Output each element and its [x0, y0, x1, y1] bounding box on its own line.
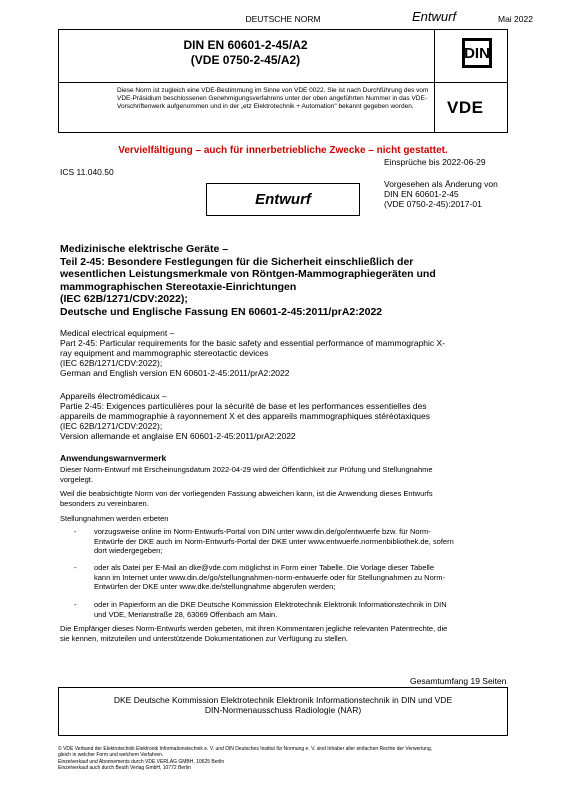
bullet-dash: - — [74, 600, 77, 609]
bullet-line: Entwürfe der DKE auch im Norm-Entwurfs-Portal der DKE unter www.entwuerfe.normenbibliothek.de, sofern — [94, 536, 454, 546]
objections-deadline: Einsprüche bis 2022-06-29 — [384, 157, 486, 167]
title-line: Medical electrical equipment – — [60, 328, 175, 338]
title-line: (IEC 62B/1271/CDV:2022); — [60, 421, 163, 431]
standard-number: DIN EN 60601-2-45/A2 — [183, 38, 308, 52]
bullet-line: und VDE, Merianstraße 28, 63069 Offenbach am Main. — [94, 609, 278, 619]
bullet-line: vorzugsweise online im Norm-Entwurfs-Portal von DIN unter www.din.de/go/entwuerfe bzw. für Norm- — [94, 527, 431, 536]
bullet-line: kann im Internet unter www.din.de/go/stellungnahmen-norm-entwuerfe oder für Stellungnahmen zu Norm- — [94, 572, 446, 582]
paragraph-line: Weil die beabsichtigte Norm von der vorliegenden Fassung abweichen kann, ist die Anwendung dieses Entwurfs — [60, 489, 433, 498]
title-line: (IEC 62B/1271/CDV:2022); — [60, 293, 188, 305]
committee-line: DIN-Normenausschuss Radiologie (NAR) — [204, 705, 362, 715]
title-line: Medizinische elektrische Geräte – — [60, 243, 229, 255]
title-english — [60, 328, 520, 378]
paragraph-line: Die Empfänger dieses Norm-Entwurfs werden gebeten, mit ihren Kommentaren jegliche relevanten Patentrechte, die — [60, 624, 448, 633]
standard-designation — [58, 38, 433, 68]
title-line: German and English version EN 60601-2-45:2011/prA2:2022 — [60, 368, 290, 378]
warning-paragraph — [60, 465, 520, 484]
title-line: wesentlichen Leistungsmerkmale von Röntgen-Mammographiegeräten und — [60, 268, 436, 280]
copyright-line: gleich in welcher Form und welchem Verfahren. — [58, 752, 164, 759]
copyright-notice — [58, 746, 558, 771]
bullet-dash: - — [74, 527, 77, 536]
title-german — [60, 243, 510, 318]
bullet-line: Entwürfen der DKE unter www.dke.de/stellungnahme abgerufen werden; — [94, 582, 336, 591]
bullet-dash: - — [74, 563, 77, 572]
norm-type-label: DEUTSCHE NORM — [245, 14, 321, 24]
title-french — [60, 391, 520, 441]
copyright-line: Einzelverkauf und Abonnements durch VDE VERLAG GMBH, 10625 Berlin — [58, 758, 225, 765]
bullet-line: oder in Papierform an die DKE Deutsche Kommission Elektrotechnik Elektronik Informationstechnik in DIN — [94, 600, 447, 609]
warning-paragraph — [60, 489, 520, 508]
bullet-item — [94, 600, 512, 619]
din-logo: DIN — [462, 38, 492, 68]
title-line: ray equipment and mammographic stereotactic devices — [60, 348, 269, 358]
bullet-line: oder als Datei per E-Mail an dke@vde.com möglichst in Form einer Tabelle. Die Vorlage dieser Tabelle — [94, 563, 435, 572]
copyright-line: © VDE Verband der Elektrotechnik Elektronik Informationstechnik e. V. und DIN Deutsches Institut für Normung e. V. sind Inhaber aller einfachen Rechte der Verwertung, — [58, 746, 433, 752]
warning-title: Anwendungswarnvermerk — [60, 453, 167, 463]
copyright-line: Einzelverkauf auch durch Beuth Verlag GmbH, 10772 Berlin — [58, 764, 191, 771]
bullet-item — [94, 563, 512, 592]
title-line: (IEC 62B/1271/CDV:2022); — [60, 358, 163, 368]
vde-logo: VDE — [447, 98, 484, 117]
box-divider-vertical — [434, 30, 435, 132]
title-line: Part 2-45: Particular requirements for the basic safety and essential performance of mammographic X- — [60, 338, 446, 348]
warning-paragraph — [60, 624, 520, 643]
bullet-line: dort wiedergegeben; — [94, 546, 163, 555]
title-line: Appareils électromédicaux – — [60, 391, 167, 401]
intended-change — [384, 179, 544, 209]
vde-number: (VDE 0750-2-45/A2) — [190, 53, 301, 67]
committee-line: DKE Deutsche Kommission Elektrotechnik Elektronik Informationstechnik in DIN und VDE — [113, 695, 453, 705]
intended-change-line: DIN EN 60601-2-45 — [384, 189, 459, 199]
paragraph-line: Dieser Norm-Entwurf mit Erscheinungsdatum 2022-04-29 wird der Öffentlichkeit zur Prüfung und Stellungnahme — [60, 465, 433, 474]
bullet-item — [94, 527, 512, 556]
title-line: Deutsche und Englische Fassung EN 60601-2-45:2011/prA2:2022 — [60, 305, 383, 318]
title-line: Version allemande et anglaise EN 60601-2-45:2011/prA2:2022 — [60, 431, 296, 441]
draft-box: Entwurf — [206, 183, 360, 216]
title-line: Teil 2-45: Besondere Festlegungen für die Sicherheit einschließlich der — [60, 255, 414, 268]
issue-date: Mai 2022 — [498, 14, 533, 24]
paragraph-line: sie kennen, mitzuteilen und unterstützende Dokumentationen zur Verfügung zu stellen. — [60, 633, 349, 643]
intended-change-line: Vorgesehen als Änderung von — [384, 179, 498, 189]
paragraph-line: besonders zu vereinbaren. — [60, 498, 149, 508]
vde-notice: Diese Norm ist zugleich eine VDE-Bestimmung im Sinne von VDE 0022. Sie ist nach Durchführung des vom VDE-Präsidium beschlossenen Genehmigungsverfahrens unter der oben angeführten Nummer in das VDE-Vorschriftenwerk aufgenommen und in der „etz Elektrotechnik + Automation" bekannt gegeben worden. — [117, 87, 429, 110]
reproduction-notice: Vervielfältigung – auch für innerbetriebliche Zwecke – nicht gestattet. — [118, 145, 448, 156]
intended-change-line: (VDE 0750-2-45):2017-01 — [384, 199, 482, 209]
total-pages: Gesamtumfang 19 Seiten — [410, 676, 507, 686]
ics-code: ICS 11.040.50 — [60, 167, 114, 177]
box-divider-horizontal — [59, 82, 507, 83]
paragraph-line: vorgelegt. — [60, 474, 93, 484]
title-line: mammographischen Stereotaxie-Einrichtungen — [60, 280, 297, 293]
committee-names — [58, 695, 508, 715]
title-line: appareils de mammographie à rayonnement X et des appareils mammographiques stéréotaxiques — [60, 411, 430, 421]
draft-status: Entwurf — [412, 9, 457, 24]
warning-paragraph: Stellungnahmen werden erbeten — [60, 514, 169, 523]
title-line: Partie 2-45: Exigences particulières pour la sécurité de base et les performances essentielles des — [60, 401, 427, 411]
